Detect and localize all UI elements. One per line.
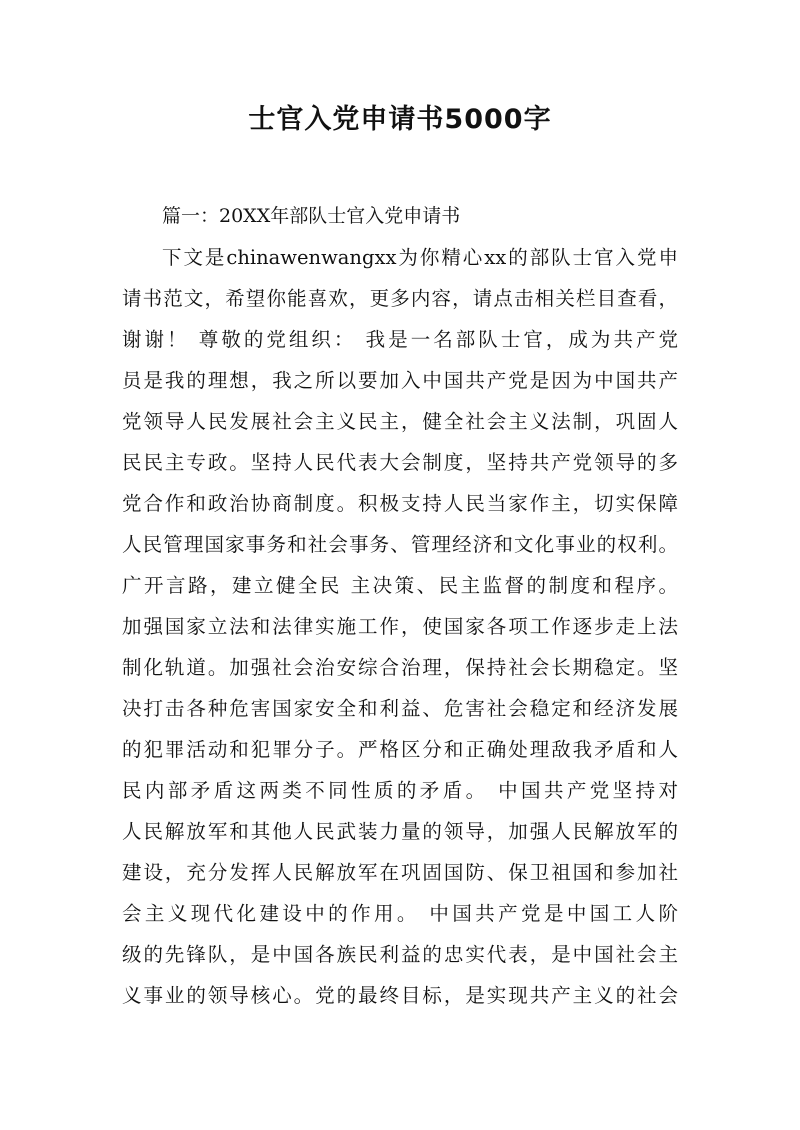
body-line: 加强国家立法和法律实施工作，使国家各项工作逐步走上法 — [122, 615, 678, 638]
body-line: 党领导人民发展社会主义民主，健全社会主义法制，巩固人 — [122, 410, 678, 433]
body-line: 请书范文，希望你能喜欢，更多内容，请点击相关栏目查看， — [122, 287, 678, 310]
body-line: 决打击各种危害国家安全和利益、危害社会稳定和经济发展 — [122, 697, 678, 720]
body-line: 的犯罪活动和犯罪分子。严格区分和正确处理敌我矛盾和人 — [122, 738, 678, 761]
document-title: 士官入党申请书5000字 — [248, 104, 552, 135]
body-line: 级的先锋队，是中国各族民利益的忠实代表，是中国社会主 — [122, 943, 678, 966]
body-line: 员是我的理想，我之所以要加入中国共产党是因为中国共产 — [122, 369, 678, 392]
body-line: 党合作和政治协商制度。积极支持人民当家作主，切实保障 — [122, 492, 678, 515]
body-line: 人民解放军和其他人民武装力量的领导，加强人民解放军的 — [122, 820, 678, 843]
body-line: 建设，充分发挥人民解放军在巩固国防、保卫祖国和参加社 — [122, 861, 678, 884]
body-line: 人民管理国家事务和社会事务、管理经济和文化事业的权利。 — [122, 533, 678, 556]
body-line: 义事业的领导核心。党的最终目标，是实现共产主义的社会 — [122, 984, 678, 1007]
body-line: 下文是chinawenwangxx为你精心xx的部队士官入党申 — [162, 246, 678, 269]
body-line: 制化轨道。加强社会治安综合治理，保持社会长期稳定。坚 — [122, 656, 678, 679]
body-line: 谢谢！ 尊敬的党组织： 我是一名部队士官，成为共产党 — [122, 328, 678, 351]
section-heading: 篇一：20XX年部队士官入党申请书 — [162, 205, 461, 227]
body-line: 广开言路，建立健全民 主决策、民主监督的制度和程序。 — [122, 574, 678, 597]
body-line: 民民主专政。坚持人民代表大会制度，坚持共产党领导的多 — [122, 451, 678, 474]
body-line: 会主义现代化建设中的作用。 中国共产党是中国工人阶 — [122, 902, 678, 925]
body-line: 民内部矛盾这两类不同性质的矛盾。 中国共产党坚持对 — [122, 779, 678, 802]
